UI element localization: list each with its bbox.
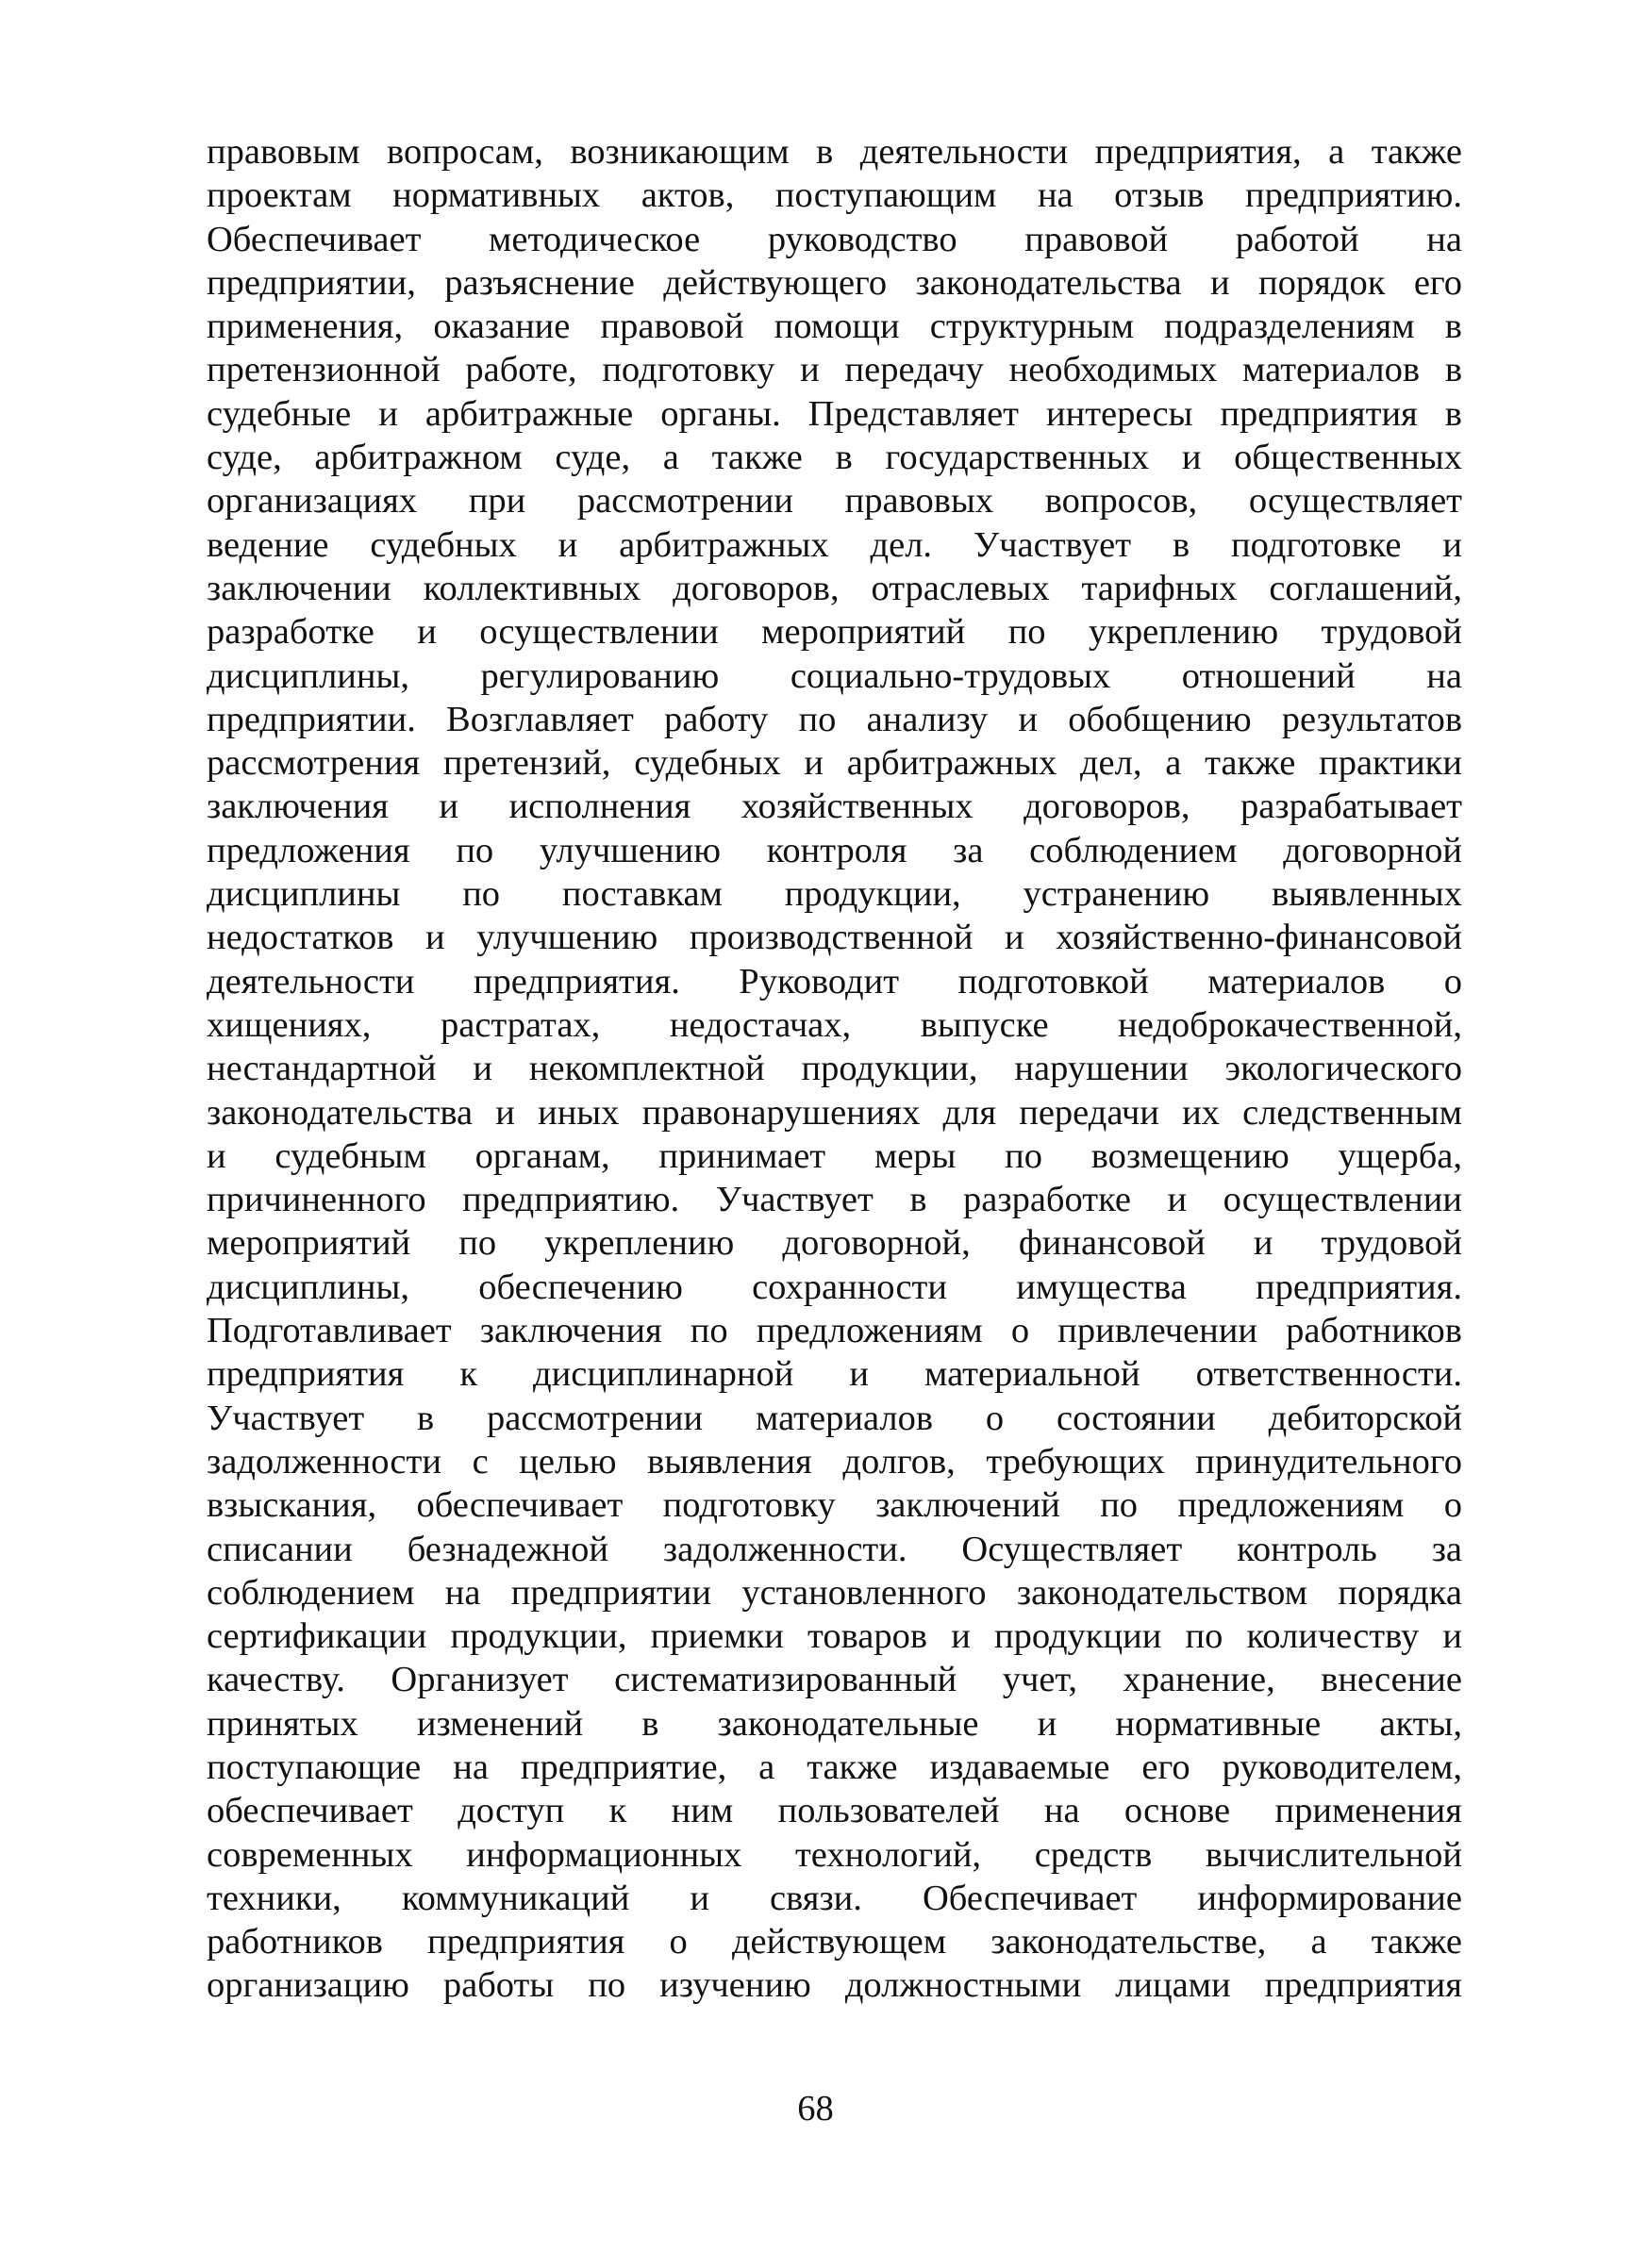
text-line: качеству. Организует систематизированный учет, хранение, внесение: [207, 1660, 1462, 1700]
text-line: мероприятий по укреплению договорной, финансовой и трудовой: [207, 1223, 1462, 1264]
text-line: дисциплины, регулированию социально-трудовых отношений на: [207, 655, 1462, 696]
text-line: организациях при рассмотрении правовых вопросов, осуществляет: [207, 481, 1462, 521]
text-line: заключения и исполнения хозяйственных договоров, разрабатывает: [207, 786, 1462, 827]
text-line: причиненного предприятию. Участвует в разработке и осуществлении: [207, 1180, 1462, 1220]
text-line: Участвует в рассмотрении материалов о состоянии дебиторской: [207, 1398, 1462, 1438]
text-line: деятельности предприятия. Руководит подготовкой материалов о: [207, 961, 1462, 1002]
text-line: современных информационных технологий, средств вычислительной: [207, 1834, 1462, 1875]
text-line: предложения по улучшению контроля за соблюдением договорной: [207, 830, 1462, 870]
body-paragraph: [207, 130, 1462, 2008]
text-line: списании безнадежной задолженности. Осуществляет контроль за: [207, 1529, 1462, 1569]
text-line: дисциплины по поставкам продукции, устранению выявленных: [207, 874, 1462, 915]
text-line: предприятия к дисциплинарной и материальной ответственности.: [207, 1354, 1462, 1395]
text-line: обеспечивает доступ к ним пользователей на основе применения: [207, 1791, 1462, 1831]
text-line: претензионной работе, подготовку и передачу необходимых материалов в: [207, 350, 1462, 390]
text-line: разработке и осуществлении мероприятий по укреплению трудовой: [207, 612, 1462, 653]
text-line: рассмотрения претензий, судебных и арбитражных дел, а также практики: [207, 743, 1462, 784]
text-line: хищениях, растратах, недостачах, выпуске недоброкачественной,: [207, 1004, 1462, 1045]
text-line: предприятии. Возглавляет работу по анализу и обобщению результатов: [207, 699, 1462, 739]
text-line: техники, коммуникаций и связи. Обеспечивает информирование: [207, 1878, 1462, 1918]
text-line: правовым вопросам, возникающим в деятельности предприятия, а также: [207, 132, 1462, 172]
text-line: Подготавливает заключения по предложениям о привлечении работников: [207, 1311, 1462, 1351]
text-line: ведение судебных и арбитражных дел. Участвует в подготовке и: [207, 524, 1462, 565]
text-line: недостатков и улучшению производственной и хозяйственно-финансовой: [207, 918, 1462, 958]
text-line: законодательства и иных правонарушениях для передачи их следственным: [207, 1092, 1462, 1133]
text-line: суде, арбитражном суде, а также в государственных и общественных: [207, 438, 1462, 478]
text-line: принятых изменений в законодательные и нормативные акты,: [207, 1703, 1462, 1744]
text-line: судебные и арбитражные органы. Представляет интересы предприятия в: [207, 393, 1462, 434]
text-line: поступающие на предприятие, а также издаваемые его руководителем,: [207, 1747, 1462, 1787]
text-line: предприятии, разъяснение действующего законодательства и порядок его: [207, 262, 1462, 303]
text-line: организацию работы по изучению должностными лицами предприятия: [207, 1965, 1462, 2006]
text-line: и судебным органам, принимает меры по возмещению ущерба,: [207, 1135, 1462, 1176]
text-line: применения, оказание правовой помощи структурным подразделениям в: [207, 306, 1462, 347]
page-number: 68: [797, 2089, 834, 2128]
text-line: соблюдением на предприятии установленного законодательством порядка: [207, 1572, 1462, 1613]
text-line: задолженности с целью выявления долгов, требующих принудительного: [207, 1441, 1462, 1482]
text-line: сертификации продукции, приемки товаров и продукции по количеству и: [207, 1616, 1462, 1657]
text-line: дисциплины, обеспечению сохранности имущества предприятия.: [207, 1266, 1462, 1307]
text-line: заключении коллективных договоров, отраслевых тарифных соглашений,: [207, 568, 1462, 608]
text-line: Обеспечивает методическое руководство правовой работой на: [207, 219, 1462, 259]
text-line: работников предприятия о действующем законодательстве, а также: [207, 1922, 1462, 1962]
text-line: проектам нормативных актов, поступающим на отзыв предприятию.: [207, 175, 1462, 216]
text-line: взыскания, обеспечивает подготовку заключений по предложениям о: [207, 1485, 1462, 1526]
text-line: нестандартной и некомплектной продукции, нарушении экологического: [207, 1049, 1462, 1089]
